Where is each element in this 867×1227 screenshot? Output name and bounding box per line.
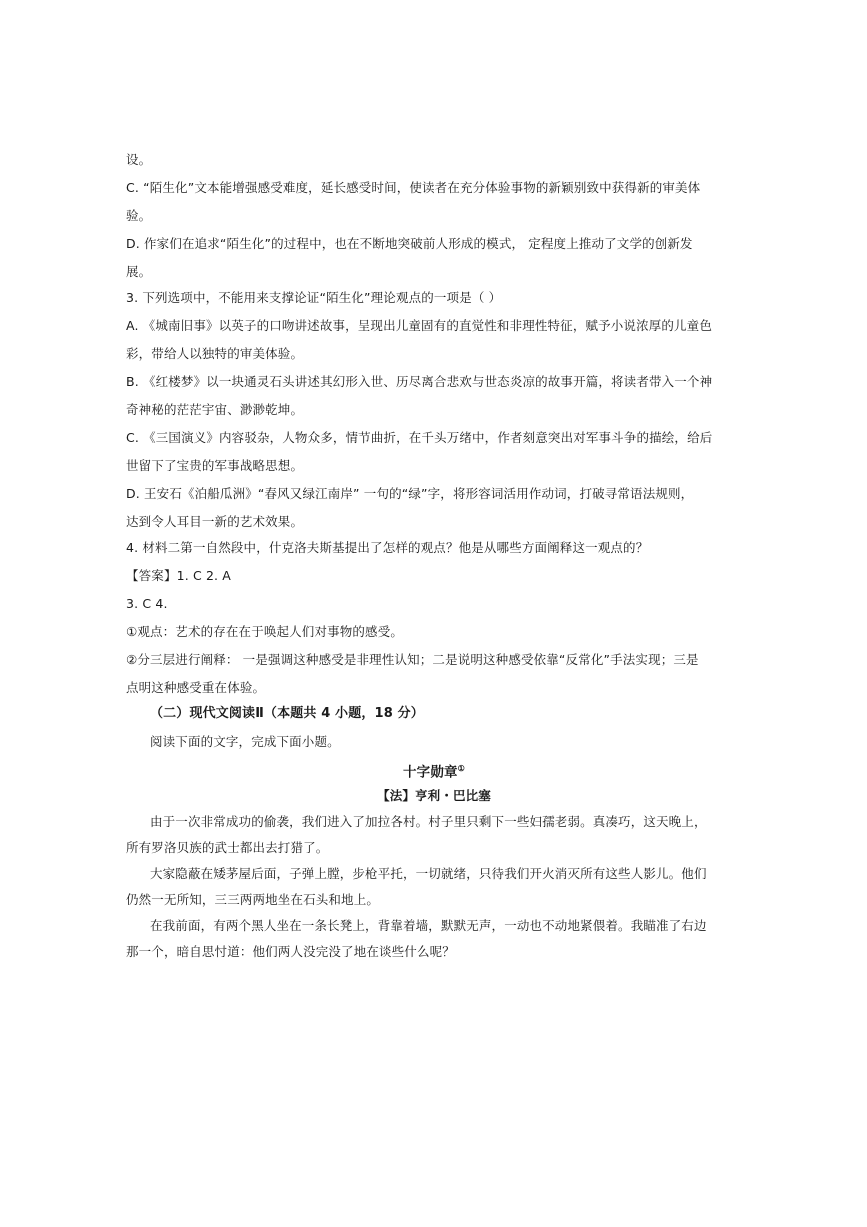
- option-d-line: D. 作家们在追求“陌生化”的过程中，也在不断地突破前人形成的模式， 定程度上推动了文学的创新发: [126, 236, 693, 251]
- story-paragraph-continued: 那一个，暗自思忖道：他们两人没完没了地在谈些什么呢？: [126, 944, 455, 959]
- story-paragraph: 在我前面，有两个黑人坐在一条长凳上，背靠着墙，默默无声，一动也不动地紧偎着。我瞄准了右边: [150, 918, 707, 933]
- answer-point: ②分三层进行阐释： 一是强调这种感受是非理性认知；二是说明这种感受依靠“反常化”手法实现；三是: [126, 652, 699, 667]
- text-line: 世留下了宝贵的军事战略思想。: [126, 458, 304, 473]
- question-4: 4. 材料二第一自然段中，什克洛夫斯基提出了怎样的观点？他是从哪些方面阐释这一观点的？: [126, 540, 649, 555]
- story-paragraph-continued: 所有罗洛贝族的武士都出去打猎了。: [126, 840, 329, 855]
- section-instruction: 阅读下面的文字，完成下面小题。: [150, 734, 340, 749]
- story-paragraph: 大家隐蔽在矮茅屋后面，子弹上膛，步枪平托，一切就绪，只待我们开火消灭所有这些人影儿。他们: [150, 866, 707, 881]
- text-line: 展。: [126, 264, 152, 279]
- option-c-line: C. 《三国演义》内容驳杂，人物众多，情节曲折，在千头万绪中，作者刻意突出对军事斗争的描绘，给后: [126, 430, 713, 445]
- question-3: 3. 下列选项中，不能用来支撑论证“陌生化”理论观点的一项是（ ）: [126, 290, 502, 305]
- text-line: 彩，带给人以独特的审美体验。: [126, 346, 304, 361]
- story-author: 【法】亨利・巴比塞: [377, 788, 491, 803]
- text-line: 奇神秘的茫茫宇宙、渺渺乾坤。: [126, 402, 304, 417]
- text-line: 验。: [126, 208, 152, 223]
- text-line: 设。: [126, 152, 152, 167]
- story-title-text: 十字勋章: [403, 764, 458, 781]
- answer-line: 3. C 4.: [126, 596, 168, 611]
- answer-point: 点明这种感受重在体验。: [126, 680, 266, 695]
- story-paragraph-continued: 仍然一无所知，三三两两地坐在石头和地上。: [126, 892, 380, 907]
- story-title: [126, 760, 742, 781]
- answer-point: ①观点：艺术的存在在于唤起人们对事物的感受。: [126, 624, 404, 639]
- option-c-line: C. “陌生化”文本能增强感受难度，延长感受时间，使读者在充分体验事物的新颖别致中获得新的审美体: [126, 180, 701, 195]
- footnote-marker: ①: [457, 763, 465, 773]
- section-heading: （二）现代文阅读Ⅱ（本题共 4 小题，18 分）: [150, 706, 424, 721]
- option-d-line: D. 王安石《泊船瓜洲》“春风又绿江南岸” 一句的“绿”字，将形容词活用作动词，打破寻常语法规则，: [126, 486, 694, 501]
- option-a-line: A. 《城南旧事》以英子的口吻讲述故事，呈现出儿童固有的直觉性和非理性特征，赋予小说浓厚的儿童色: [126, 318, 712, 333]
- text-line: 达到令人耳目一新的艺术效果。: [126, 514, 304, 529]
- option-b-line: B. 《红楼梦》以一块通灵石头讲述其幻形入世、历尽离合悲欢与世态炎凉的故事开篇，将读者带入一个神: [126, 374, 713, 389]
- story-paragraph: 由于一次非常成功的偷袭，我们进入了加拉各村。村子里只剩下一些妇孺老弱。真凑巧，这天晚上，: [150, 814, 707, 829]
- answer-line: 【答案】1. C 2. A: [126, 568, 232, 583]
